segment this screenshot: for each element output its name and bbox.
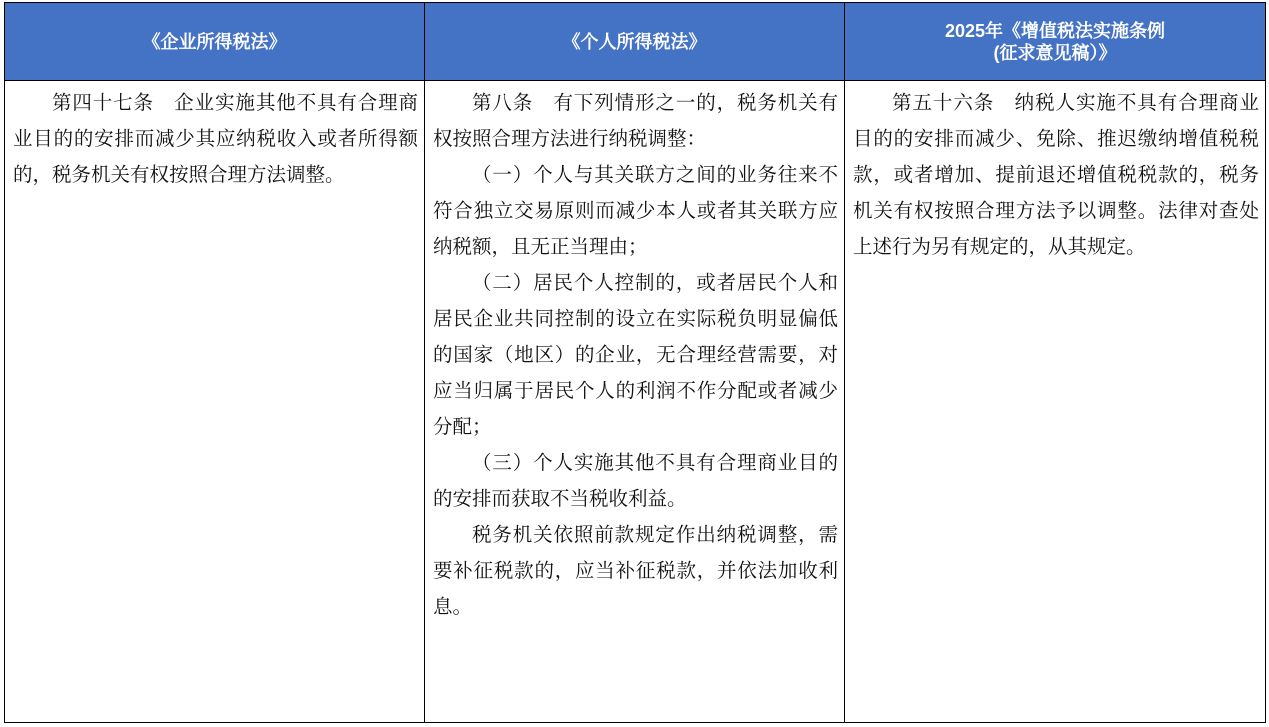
article-8-item-1-paragraph: （一）个人与其关联方之间的业务往来不符合独立交易原则而减少本人或者其关联方应纳税额，且无正当理由； (433, 163, 838, 258)
article-56-paragraph: 第五十六条 纳税人实施不具有合理商业目的的安排而减少、免除、推迟缴纳增值税税款，或者增加、提前退还增值税税款的，税务机关有权按照合理方法予以调整。法律对查处上述行为另有规定的，从其规定。 (853, 91, 1259, 258)
law-comparison-table (4, 2, 1266, 723)
header-vat-regulation (845, 3, 1266, 81)
article-8-item-3-paragraph: （三）个人实施其他不具有合理商业目的的安排而获取不当税收利益。 (433, 451, 838, 510)
header-individual-income-tax-law (425, 3, 845, 81)
comparison-table-container (4, 2, 1265, 723)
article-8-item-2-paragraph: （二）居民个人控制的，或者居民个人和居民企业共同控制的设立在实际税负明显偏低的国家（地区）的企业，无合理经营需要，对应当归属于居民个人的利润不作分配或者减少分配； (433, 271, 838, 438)
individual-tax-law-cell (425, 81, 845, 723)
header-corporate-income-tax-law (5, 3, 425, 81)
content-row (5, 81, 1266, 723)
corporate-tax-law-cell (5, 81, 425, 723)
header-col2-label: 《个人所得税法》 (562, 31, 707, 52)
article-8-closing-paragraph: 税务机关依照前款规定作出纳税调整，需要补征税款的，应当补征税款，并依法加收利息。 (433, 523, 838, 618)
vat-regulation-cell (845, 81, 1266, 723)
header-col1-label: 《企业所得税法》 (142, 31, 287, 52)
header-col3-line1: 2025年《增值税法实施条例 (944, 20, 1166, 41)
header-row (5, 3, 1266, 81)
article-8-intro-paragraph: 第八条 有下列情形之一的，税务机关有权按照合理方法进行纳税调整： (433, 91, 838, 150)
article-47-paragraph: 第四十七条 企业实施其他不具有合理商业目的的安排而减少其应纳税收入或者所得额的，税务机关有权按照合理方法调整。 (13, 91, 418, 186)
header-col3-line2: (征求意见稿）》 (993, 42, 1117, 63)
